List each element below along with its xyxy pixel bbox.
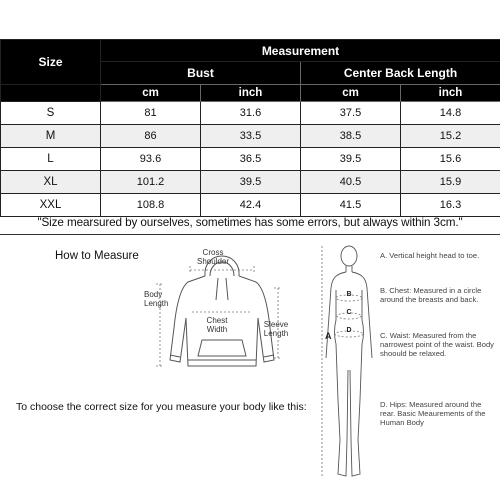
measure-instruction: To choose the correct size for you measure your body like this:	[16, 401, 307, 413]
size-cell: S	[1, 102, 101, 125]
units-row	[1, 85, 500, 102]
cbl-inch-cell: 16.3	[401, 194, 500, 217]
table-row	[1, 102, 500, 125]
size-column-header: Size	[1, 40, 101, 85]
bust-cm-cell: 86	[101, 125, 201, 148]
cbl-cm-cell: 39.5	[301, 148, 401, 171]
legend-item-b: B. Chest: Measured in a circle around the breasts and back.	[380, 286, 482, 305]
size-cell: XXL	[1, 194, 101, 217]
cross-shoulder-label: Cross Shoulder	[196, 248, 230, 266]
bust-inch-cell: 36.5	[201, 148, 301, 171]
size-cell: M	[1, 125, 101, 148]
units-spacer	[1, 85, 101, 102]
bust-cm-cell: 101.2	[101, 171, 201, 194]
table-row	[1, 171, 500, 194]
bust-cm-cell: 108.8	[101, 194, 201, 217]
letter-d: D	[346, 327, 352, 334]
chest-width-label: Chest Width	[206, 316, 228, 334]
size-cell: L	[1, 148, 101, 171]
cbl-inch-cell: 14.8	[401, 102, 500, 125]
bust-inch-cell: 42.4	[201, 194, 301, 217]
unit-inch: inch	[401, 85, 500, 102]
unit-inch: inch	[201, 85, 301, 102]
center-back-length-header: Center Back Length	[301, 62, 500, 85]
cbl-cm-cell: 41.5	[301, 194, 401, 217]
legend-item-a: A. Vertical height head to toe.	[380, 251, 480, 260]
body-figure-diagram	[318, 240, 380, 485]
bust-cm-cell: 93.6	[101, 148, 201, 171]
unit-cm: cm	[101, 85, 201, 102]
bust-header: Bust	[101, 62, 301, 85]
how-to-measure-title: How to Measure	[55, 250, 139, 262]
bust-cm-cell: 81	[101, 102, 201, 125]
legend-item-d: D. Hips: Measured around the rear. Basic Meaurements of the Human Body	[380, 400, 486, 428]
bust-inch-cell: 39.5	[201, 171, 301, 194]
table-row	[1, 194, 500, 217]
divider	[0, 234, 500, 235]
unit-cm: cm	[301, 85, 401, 102]
size-cell: XL	[1, 171, 101, 194]
size-chart-table	[0, 39, 500, 217]
letter-c: C	[346, 309, 352, 316]
cbl-inch-cell: 15.6	[401, 148, 500, 171]
cbl-cm-cell: 38.5	[301, 125, 401, 148]
sleeve-length-label: Sleeve Length	[263, 320, 289, 338]
body-length-label: Body Length	[144, 290, 169, 308]
cbl-cm-cell: 37.5	[301, 102, 401, 125]
bust-inch-cell: 33.5	[201, 125, 301, 148]
cbl-inch-cell: 15.9	[401, 171, 500, 194]
table-row	[1, 148, 500, 171]
table-row	[1, 125, 500, 148]
letter-b: B	[346, 291, 352, 298]
measurement-header: Measurement	[101, 40, 500, 62]
bust-inch-cell: 31.6	[201, 102, 301, 125]
cbl-cm-cell: 40.5	[301, 171, 401, 194]
table-header-row	[1, 40, 500, 62]
measurement-note: "Size mearsured by ourselves, sometimes has some errors, but always within 3cm."	[37, 216, 463, 229]
letter-a: A	[325, 331, 332, 341]
legend-item-c: C. Waist: Measured from the narrowest point of the waist. Body shoould be relaxed.	[380, 331, 494, 359]
cbl-inch-cell: 15.2	[401, 125, 500, 148]
